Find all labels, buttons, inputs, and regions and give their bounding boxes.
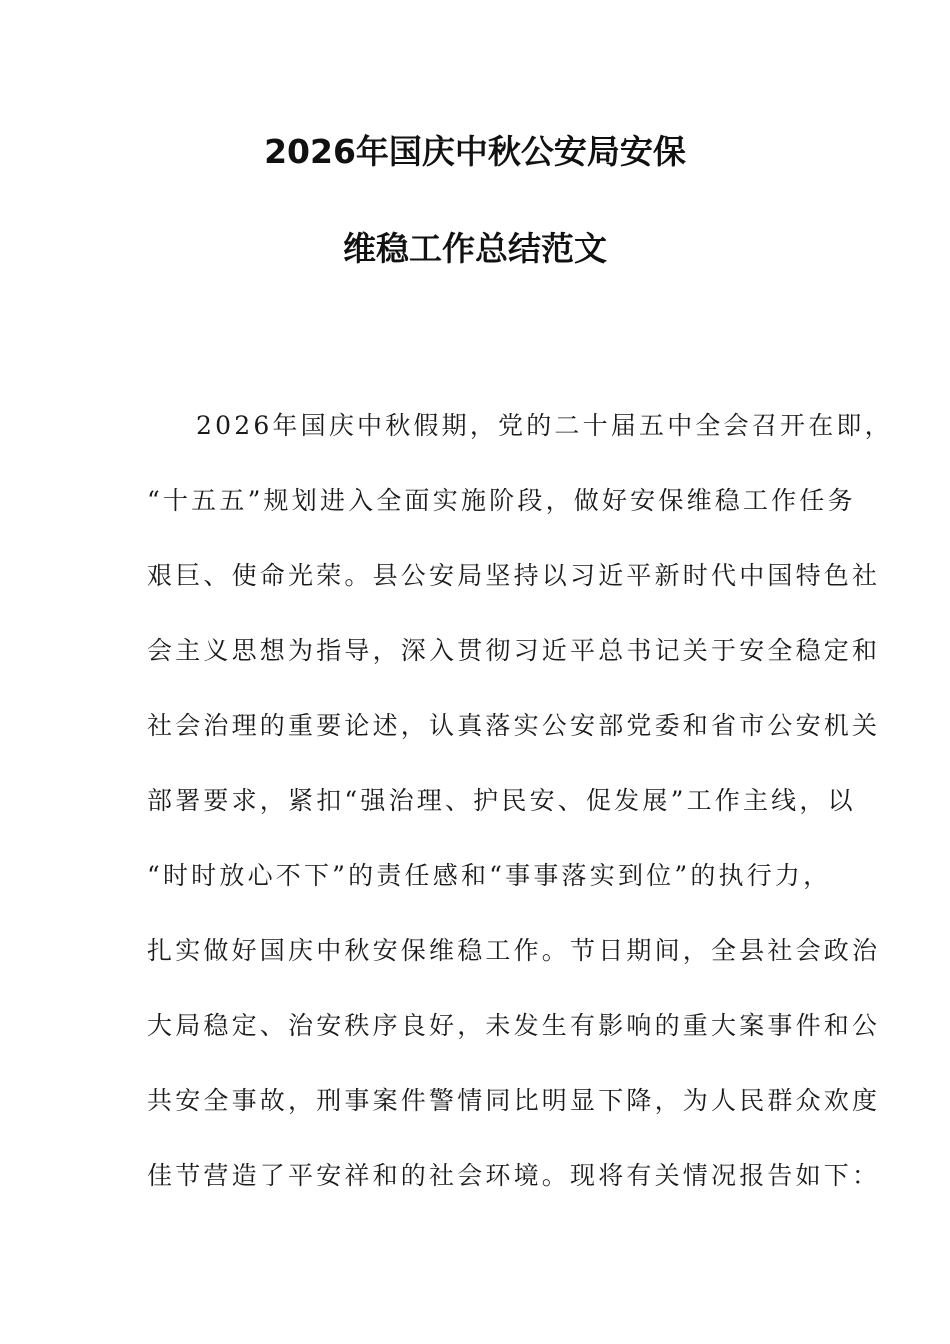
paragraph-line: 大局稳定、治安秩序良好，未发生有影响的重大案事件和公 <box>147 1011 881 1040</box>
document-title-line-2: 维稳工作总结范文 <box>343 229 607 268</box>
paragraph-line: “十五五”规划进入全面实施阶段，做好安保维稳工作任务 <box>147 486 856 515</box>
paragraph-line: “时时放心不下”的责任感和“事事落实到位”的执行力， <box>147 861 832 890</box>
paragraph-line: 佳节营造了平安祥和的社会环境。现将有关情况报告如下： <box>147 1161 881 1190</box>
paragraph-line: 共安全事故，刑事案件警情同比明显下降，为人民群众欢度 <box>147 1086 881 1115</box>
paragraph-line: 部署要求，紧扣“强治理、护民安、促发展”工作主线，以 <box>147 786 856 815</box>
paragraph-line: 2026年国庆中秋假期，党的二十届五中全会召开在即， <box>196 411 893 440</box>
paragraph-line: 艰巨、使命光荣。县公安局坚持以习近平新时代中国特色社 <box>147 561 881 590</box>
paragraph-line: 社会治理的重要论述，认真落实公安部党委和省市公安机关 <box>147 711 881 740</box>
document-title-line-1: 2026年国庆中秋公安局安保 <box>264 132 686 171</box>
intro-paragraph <box>147 404 893 1229</box>
paragraph-line: 会主义思想为指导，深入贯彻习近平总书记关于安全稳定和 <box>147 636 881 665</box>
paragraph-line: 扎实做好国庆中秋安保维稳工作。节日期间，全县社会政治 <box>147 936 881 965</box>
